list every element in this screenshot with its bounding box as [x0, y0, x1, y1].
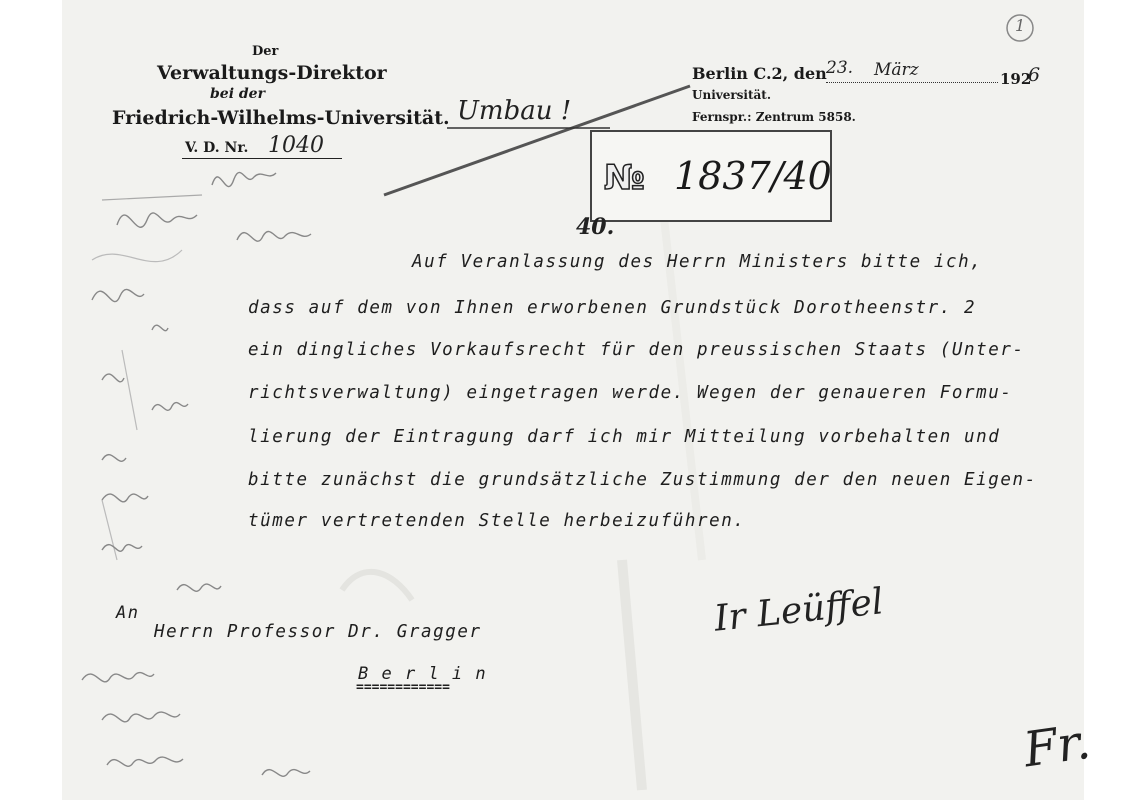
body-line-6: bitte zunächst die grundsätzliche Zustimmung der den neuen Eigen-: [248, 470, 1037, 490]
letterhead-der: Der: [252, 44, 279, 59]
reference-number: 1040: [268, 133, 324, 158]
place-city: Berlin C.2, den: [692, 64, 827, 83]
umbau-annotation: Umbau !: [457, 96, 572, 126]
body-line-5: lierung der Eintragung darf ich mir Mitteilung vorbehalten und: [248, 427, 1001, 447]
body-line-4: richtsverwaltung) eingetragen werde. Wegen der genaueren Formu-: [248, 383, 1013, 403]
stamp-handwritten-number: 1837/40: [674, 154, 832, 198]
reference-label: V. D. Nr.: [185, 140, 249, 156]
body-line-3: ein dingliches Vorkaufsrecht für den preussischen Staats (Unter-: [248, 340, 1025, 360]
recipient-city-underline: ============: [356, 680, 450, 695]
recipient-name: Herrn Professor Dr. Gragger: [154, 622, 482, 642]
body-line-7: tümer vertretenden Stelle herbeizuführen.: [248, 511, 746, 531]
letterhead-title: Verwaltungs-Direktor: [157, 62, 387, 84]
letterhead-university: Friedrich-Wilhelms-Universität.: [112, 107, 450, 129]
date-year-suffix: 6: [1028, 64, 1041, 86]
letterhead-bei-der: bei der: [210, 86, 265, 102]
signature: Ir Leüffel: [712, 581, 886, 640]
body-line-2: dass auf dem von Ihnen erworbenen Grundstück Dorotheenstr. 2: [248, 298, 977, 318]
recipient-an: An: [116, 603, 140, 623]
date-day: 23.: [826, 58, 854, 78]
margin-scribbles: [62, 0, 1084, 800]
recipient-city: B e r l i n: [358, 664, 488, 684]
initials: Fr.: [1020, 713, 1094, 779]
date-year-prefix: 192: [1000, 70, 1032, 88]
page-number: 1: [1015, 16, 1026, 35]
phone-line: Fernspr.: Zentrum 5858.: [692, 110, 856, 124]
institution-line: Universität.: [692, 88, 772, 102]
document-page: [62, 0, 1094, 800]
body-line-1: Auf Veranlassung des Herrn Ministers bitte ich,: [412, 252, 983, 272]
item-number: 40.: [576, 214, 615, 240]
date-month: März: [874, 60, 919, 80]
stamp-number-symbol: №: [604, 158, 645, 198]
